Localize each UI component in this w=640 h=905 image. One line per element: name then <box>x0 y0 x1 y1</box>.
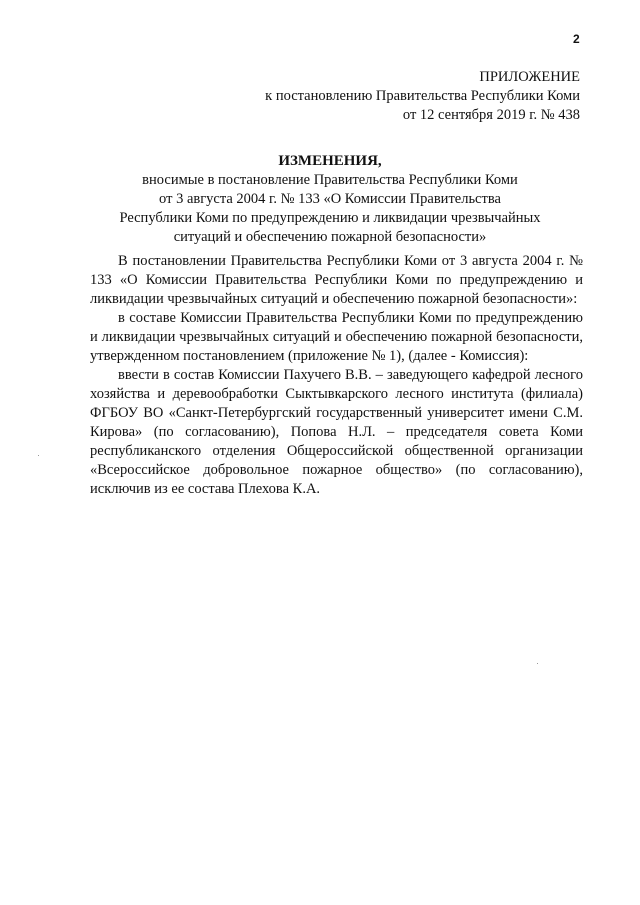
page-number: 2 <box>573 32 580 46</box>
appendix-header <box>180 68 580 125</box>
body-paragraph: в составе Комиссии Правительства Республики Коми по предупреждению и ликвидации чрезвычайных ситуаций и обеспечению пожарной безопасности, утвержденном постановлением (приложение № 1), (далее - Комиссия): <box>90 310 583 364</box>
title-line: ситуаций и обеспечению пожарной безопасности» <box>173 229 487 245</box>
document-title: ИЗМЕНЕНИЯ, <box>278 153 382 169</box>
document-title-block <box>90 152 570 247</box>
title-line: от 3 августа 2004 г. № 133 «О Комиссии Правительства <box>159 191 501 207</box>
document-body <box>90 252 583 499</box>
title-line: Республики Коми по предупреждению и ликвидации чрезвычайных <box>119 210 541 226</box>
appendix-reference: к постановлению Правительства Республики Коми <box>265 88 580 104</box>
appendix-date-number: от 12 сентября 2019 г. № 438 <box>402 107 580 123</box>
appendix-heading: ПРИЛОЖЕНИЕ <box>479 69 580 85</box>
title-line: вносимые в постановление Правительства Республики Коми <box>142 172 518 188</box>
body-paragraph: В постановлении Правительства Республики Коми от 3 августа 2004 г. № 133 «О Комиссии Правительства Республики Коми по предупреждению и ликвидации чрезвычайных ситуаций и обеспечению пожарной безопасности»: <box>90 253 583 307</box>
body-paragraph: ввести в состав Комиссии Пахучего В.В. – заведующего кафедрой лесного хозяйства и деревообработки Сыктывкарского лесного института (филиала) ФГБОУ ВО «Санкт-Петербургский государственный университет имени С.М. Кирова» (по согласованию), Попова Н.Л. – председателя совета Коми республиканского отделения Общероссийской общественной организации «Всероссийское добровольное пожарное общество» (по согласованию), исключив из ее состава Плехова К.А. <box>90 367 583 497</box>
scan-speck <box>537 663 538 664</box>
scan-speck <box>38 455 39 456</box>
